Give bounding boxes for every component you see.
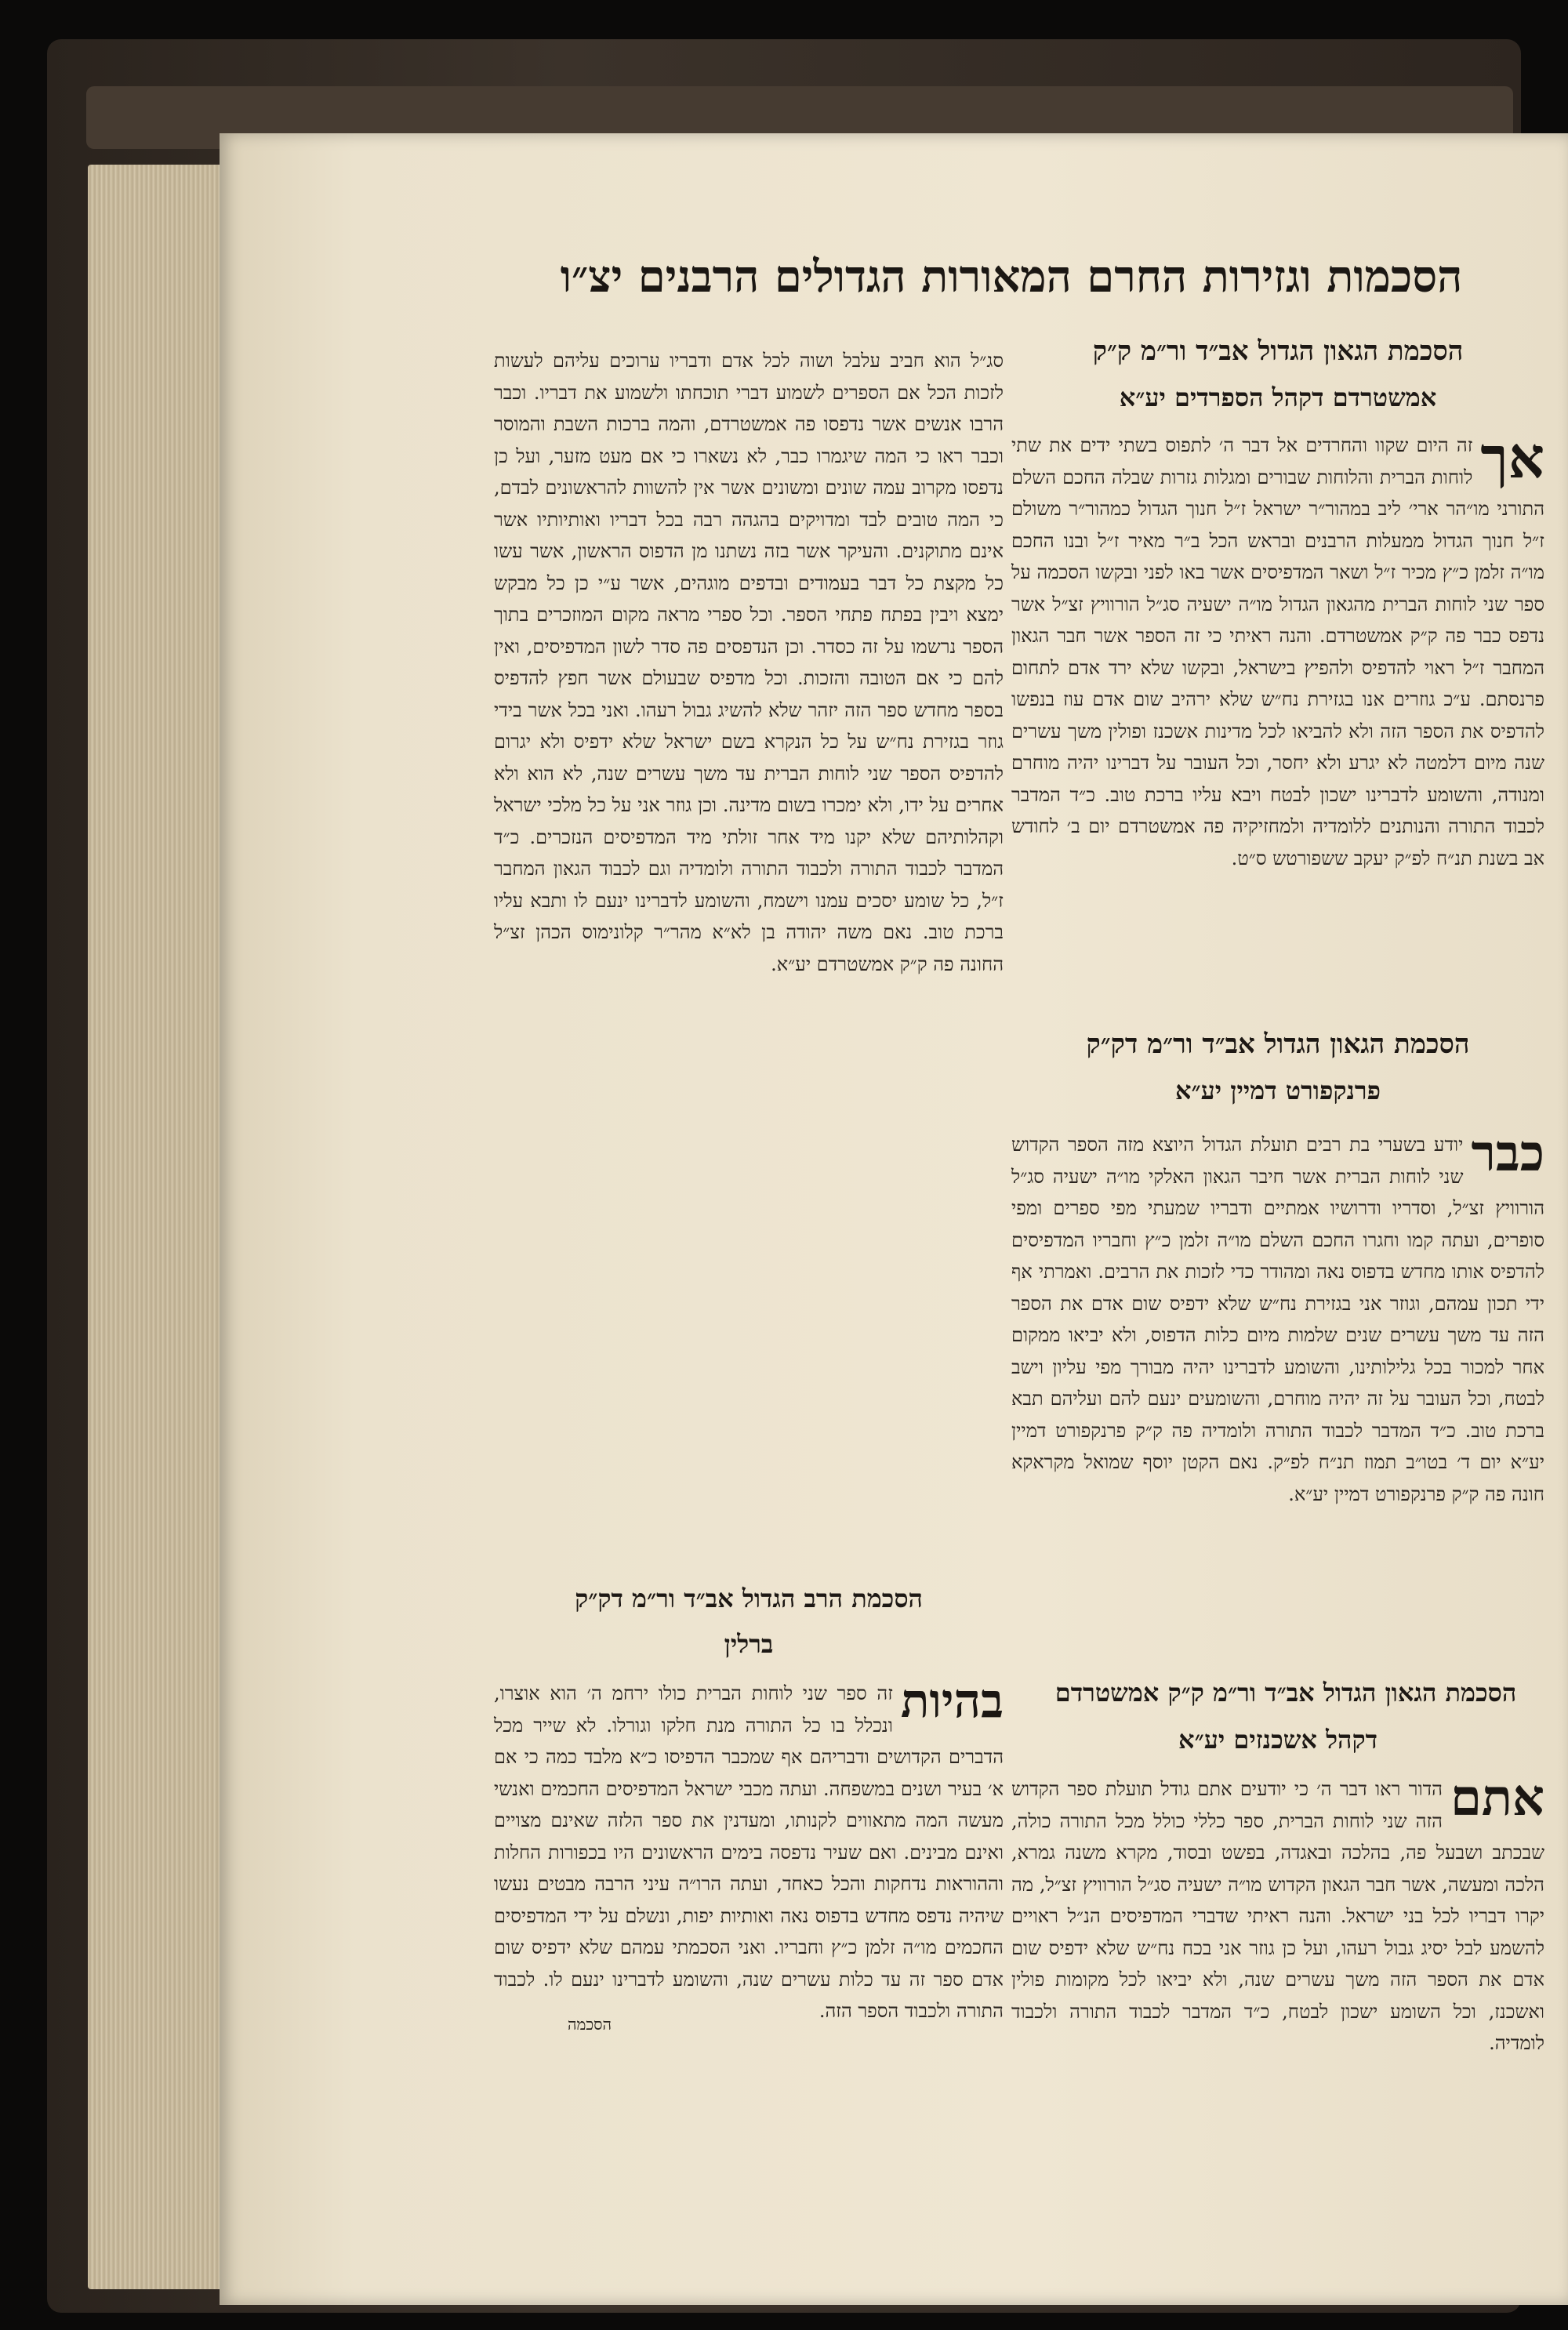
section-body-main-left: סג״ל הוא חביב עלבל ושוה לכל אדם ודבריו ערוכים עליהם לעשות לזכות הכל אם הספרים לשמוע דברי תוכחתו ולשמוע את דבריו. וכבר הרבו אנשים אשר נדפסו פה אמשטרדם, והמה ברכות השבת והמוסר וכבר ראו כי המה שיגמרו כבר, לא נשארו כי אם מעט מזער, ועל כן נדפסו מקרוב עמה שונים ומשונים אשר אין להשוות להראשונים לבדם, כי המה טובים לבד ומדויקים בהגהה רבה בכל דבריו ואותיותיו אשר אינם מתוקנים. והעיקר אשר בזה נשתנו מן הדפוס הראשון, אשר עשו כל מקצת כל דבר בעמודים ובדפים מוגהים, אשר ע״י כן כל מבקש ימצא ויבין בפתח פתחי הספר. וכל ספרי מראה מקום המוזכרים בתוך הספר נרשמו על זה כסדר. וכן הנדפסים פה סדר לשון המדפיסים, ואין להם כי אם הטובה והזכות. וכל מדפיס שבעולם אשר חפץ להדפיס בספר מחדש ספר הזה יזהר שלא להשיג גבול רעהו. ואני בכל אשר בידי גוזר בגזירת נח״ש על כל הנקרא בשם ישראל שלא ידפיס ולא יגרום להדפיס הספר שני לוחות הברית עד משך עשרים שנה, לא הוא ולא אחרים על ידו, ולא ימכרו בשום מדינה. וכן גוזר אני על כל מלכי ישראל וקהלותיהם שלא יקנו מיד אחר זולתי מיד המדפיסים הנזכרים. כ״ד המדבר לכבוד התורה ולכבוד התורה ולומדיה וגם לכבוד הגאון המחבר ז״ל, כל שומע יסכים עמנו וישמח, והשומע לדברינו ינעם לו ותבא עליו ברכת טוב. נאם משה יהודה בן לא״א מהר״ר קלונימוס הכהן זצ״ל החונה פה ק״ק אמשטרדם יע״א. (494, 350, 1004, 975)
section-heading-frankfurt: הסכמת הגאון הגדול אב״ד ור״מ דק״ק (1086, 1029, 1470, 1060)
drop-cap: אך (1480, 424, 1544, 491)
section-heading-amsterdam-sefardim: הסכמת הגאון הגדול אב״ד ור״מ ק״ק (1092, 336, 1464, 367)
section-text: זה ספר שני לוחות הברית כולו ירחמ ה׳ הוא אוצרו, ונכלל בו כל התורה מנת חלקו וגורלו. לא שייר מכל הדברים הקדושים ודבריהם אף שמכבר הדפיסו כ״א מלבד כמה כי אם א׳ בעיר ושנים במשפחה. ועתה מכבי ישראל המדפיסים החכמים ואנשי מעשה המה מתאווים לקנותו, ומעדנין את ספר הלזה שאינם מצויים ואינם מבינים. ואם שעיר נדפסה בימים הראשונים היו בכפורות החלות וההוראות נדחקות והכל כאחד, ועתה הרו״ה עיני הרבה מבטים נעשו שיהיה נדפס מחדש בדפוס נאה ואותיות יפות, ונשלם על ידי המדפיסים החכמים מו״ה זלמן כ״ץ וחבריו. ואני הסכמתי עמהם שלא ידפיס שום אדם ספר זה עד כלות עשרים שנה, והשומע לדברינו ינעם לו. לכבוד התורה ולכבוד הספר הזה. (494, 1682, 1004, 2022)
section-heading-berlin: הסכמת הרב הגדול אב״ד ור״מ דק״ק (575, 1584, 923, 1613)
section-body-amsterdam-ashkenazim (1011, 1769, 1545, 2054)
section-body-frankfurt (1011, 1124, 1544, 1670)
section-text: זה היום שקוו והחרדים אל דבר ה׳ לתפוס בשתי ידים את שתי לוחות הברית והלוחות שבורים ומגלות גזרות שבלה החכם השלם התורני מו״הר ארי׳ ליב במהור״ר ישראל ז״ל חנוך הגדול כמהור״ר משולם ז״ל חנוך הגדול ממעלות הרבנים ובראש הכל ב״ר מאיר ז״ל ובנו החכם מו״ה זלמן כ״ץ מכיר ז״ל ושאר המדפיסים אשר באו לפני ובקשו הסכמה על ספר שני לוחות הברית מהגאון הגדול מו״ה ישעיה סג״ל הורוויץ זצ״ל אשר נדפס כבר פה ק״ק אמשטרדם. והנה ראיתי כי זה הספר אשר חבר הגאון המחבר ז״ל ראוי להדפיס ולהפיץ בישראל, ובקשו שלא ירד אדם לתחום פרנסתם. ע״כ גוזרים אנו בגזירת נח״ש שלא ירהיב שום אדם עוז בנפשו להדפיס את הספר הזה ולא להביאו לכל מדינות אשכנז ופולין משך עשרים שנה מיום דלמטה לא יגרע ולא יחסר, וכל העובר על דברינו יהיה מוחרם ומנודה, והשומע לדברינו ישכון לבטח ויבא עליו ברכת טוב. כ״ד המדבר לכבוד התורה והנותנים ללומדיה ולמחזיקיה פה אמשטרדם יום ב׳ לחודש אב בשנת תנ״ח לפ״ק יעקב ששפורטש ס״ט. (1011, 434, 1544, 869)
page-title: הסכמות וגזירות החרם המאורות הגדולים הרבנים יצ״ו (560, 251, 1463, 303)
section-text: הדור ראו דבר ה׳ כי יודעים אתם גודל תועלת ספר הקדוש הזה שני לוחות הברית, ספר כללי כולל מכל התורה כולה, שבכתב ושבעל פה, בהלכה ובאגדה, בפשט ובסוד, מקרא משנה גמרא, הלכה ומעשה, אשר חבר הגאון הקדוש מו״ה ישעיה סג״ל הורוויץ זצ״ל, מה יקרו דבריו לכל בני ישראל. והנה ראיתי שדברי המדפיסים הנ״ל ראויים להשמע לבל יסיג גבול רעהו, ועל כן גוזר אני בכח נח״ש שלא ידפיס שום אדם את הספר הזה משך עשרים שנה, ולא יביאו לכל מקומות פולין ואשכנז, וכל השומע ישכון לבטח, כ״ד המדבר לכבוד התורה ולכבוד לומדיה. (1011, 1778, 1545, 2054)
section-subheading-frankfurt: פרנקפורט דמיין יע״א (1174, 1076, 1381, 1105)
drop-cap: אתם (1450, 1769, 1544, 1827)
section-subheading-amsterdam-sefardim: אמשטרדם דקהל הספרדים יע״א (1119, 383, 1437, 412)
drop-cap: כבר (1471, 1124, 1544, 1183)
section-subheading-amsterdam-ashkenazim: דקהל אשכנזים יע״א (1178, 1725, 1377, 1755)
section-subheading-berlin: ברלין (724, 1629, 774, 1659)
section-body-amsterdam-sefardim (1011, 424, 1544, 1010)
catchword: הסכמה (567, 2015, 612, 2034)
section-text: יודע בשערי בת רבים תועלת הגדול היוצא מזה הספר הקדוש שני לוחות הברית אשר חיבר הגאון האלקי מו״ה ישעיה סג״ל הורוויץ זצ״ל, וסדריו ודרושיו אמתיים ודבריו שמעתי מפי ספרים ומפי סופרים, ועתה קמו וחגרו החכם השלם מו״ה זלמן כ״ץ וחבריו המדפיסים להדפיס אותו מחדש בדפוס נאה ומהודר כדי לזכות את הרבים. ואמרתי אף ידי תכון עמהם, וגוזר אני בגזירת נח״ש שלא ידפיס שום אדם את הספר הזה עד משך עשרים שנים שלמות מיום כלות הדפוס, ולא יביאו ממקום אחר למכור בכל גלילותינו, והשומע לדברינו יהיה מבורך מפי עליון וישב לבטח, וכל העובר על זה יהיה מוחרם, והשומעים ינעם להם ועליהם תבא ברכת טוב. כ״ד המדבר לכבוד התורה ולומדיה פה ק״ק פרנקפורט דמיין יע״א יום ד׳ בטו״ב תמוז תנ״ח לפ״ק. נאם הקטן יוסף שמואל מקראקא חונה פה ק״ק פרנקפורט דמיין יע״א. (1011, 1134, 1544, 1505)
drop-cap: בהיות (900, 1674, 1004, 1729)
section-body-berlin (494, 1674, 1004, 2022)
section-heading-amsterdam-ashkenazim: הסכמת הגאון הגדול אב״ד ור״מ ק״ק אמשטרדם (1054, 1678, 1517, 1708)
